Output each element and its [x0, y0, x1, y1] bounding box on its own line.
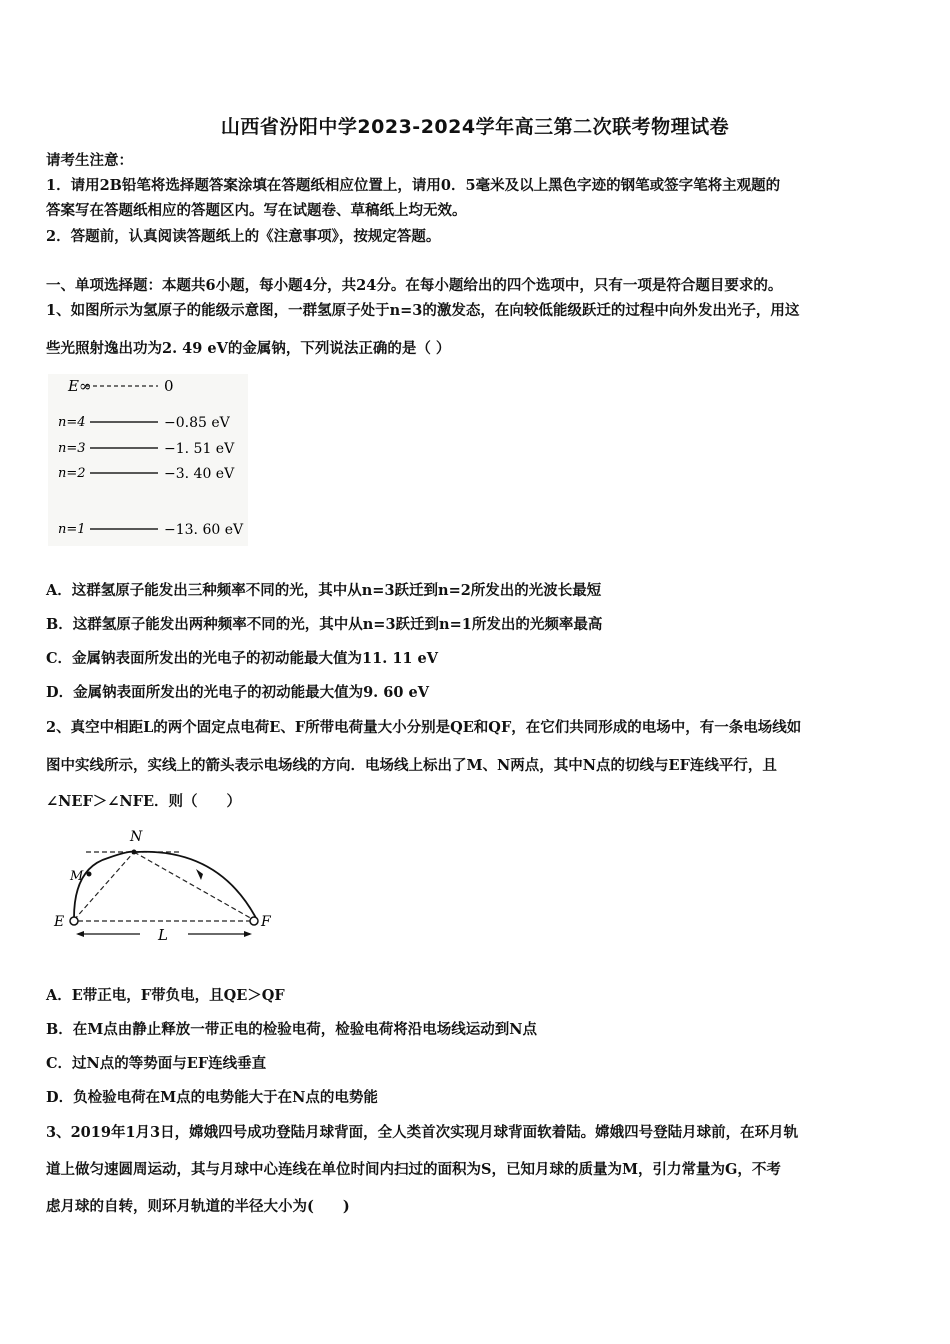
dim-arrow-right [244, 931, 252, 937]
level-n2-label: n=2 [58, 466, 86, 481]
label-l: L [158, 926, 168, 944]
q2-option-b: B．在M点由静止释放一带正电的检验电荷，检验电荷将沿电场线运动到N点 [46, 1021, 538, 1038]
level-n4-label: n=4 [58, 415, 86, 430]
notice-item-1a: 1．请用2B铅笔将选择题答案涂填在答题纸相应位置上，请用0．5毫米及以上黑色字迹的钢笔或签字笔将主观题的 [46, 177, 781, 194]
q2-option-a: A．E带正电，F带负电，且QE＞QF [46, 987, 285, 1004]
notice-item-2: 2．答题前，认真阅读答题纸上的《注意事项》，按规定答题。 [46, 228, 441, 245]
q1-option-b: B．这群氢原子能发出两种频率不同的光，其中从n=3跃迁到n=1所发出的光频率最高 [46, 616, 603, 633]
charge-e [70, 917, 78, 925]
page-title: 山西省汾阳中学2023-2024学年高三第二次联考物理试卷 [220, 116, 730, 138]
charge-f [250, 917, 258, 925]
label-m: M [70, 869, 84, 884]
q1-option-a: A．这群氢原子能发出三种频率不同的光，其中从n=3跃迁到n=2所发出的光波长最短 [46, 582, 602, 599]
level-top-value: 0 [164, 377, 174, 395]
line-ne [74, 852, 134, 920]
q3-stem-c: 虑月球的自转，则环月轨道的半径大小为( ) [46, 1198, 350, 1215]
electric-field-diagram [48, 828, 288, 950]
q2-stem-c: ∠NEF＞∠NFE．则（ ） [46, 793, 241, 810]
notice-heading: 请考生注意： [46, 152, 133, 169]
field-line [74, 852, 256, 918]
section-heading: 一、单项选择题：本题共6小题，每小题4分，共24分。在每小题给出的四个选项中，只有一项是符合题目要求的。 [46, 277, 783, 294]
point-n [132, 850, 137, 855]
level-n1-label: n=1 [58, 522, 86, 537]
line-nf [134, 852, 254, 920]
point-m [87, 872, 92, 877]
q1-stem-a: 1、如图所示为氢原子的能级示意图，一群氢原子处于n=3的激发态，在向较低能级跃迁的过程中向外发出光子，用这 [46, 302, 800, 319]
level-n3-energy: −1. 51 eV [164, 441, 235, 457]
q1-option-d: D．金属钠表面所发出的光电子的初动能最大值为9. 60 eV [46, 684, 429, 701]
level-n4-energy: −0.85 eV [164, 415, 230, 431]
q2-option-d: D．负检验电荷在M点的电势能大于在N点的电势能 [46, 1089, 378, 1106]
notice-item-1b: 答案写在答题纸相应的答题区内。写在试题卷、草稿纸上均无效。 [46, 202, 467, 219]
q2-stem-b: 图中实线所示，实线上的箭头表示电场线的方向．电场线上标出了M、N两点，其中N点的切线与EF连线平行，且 [46, 757, 777, 774]
q2-stem-a: 2、真空中相距L的两个固定点电荷E、F所带电荷量大小分别是QE和QF，在它们共同形成的电场中，有一条电场线如 [46, 719, 802, 736]
energy-level-diagram [48, 374, 248, 546]
dim-arrow-left [76, 931, 84, 937]
q1-option-c: C．金属钠表面所发出的光电子的初动能最大值为11. 11 eV [46, 650, 439, 667]
q1-stem-b: 些光照射逸出功为2. 49 eV的金属钠，下列说法正确的是（ ） [46, 340, 451, 357]
level-top-label: E∞ [68, 377, 92, 395]
label-f: F [261, 914, 271, 930]
label-e: E [54, 914, 65, 930]
field-arrow [196, 869, 203, 880]
level-n3-label: n=3 [58, 441, 86, 456]
level-n1-energy: −13. 60 eV [164, 522, 244, 538]
q3-stem-a: 3、2019年1月3日，嫦娥四号成功登陆月球背面，全人类首次实现月球背面软着陆。嫦娥四号登陆月球前，在环月轨 [46, 1124, 799, 1141]
label-n: N [130, 829, 143, 845]
q3-stem-b: 道上做匀速圆周运动，其与月球中心连线在单位时间内扫过的面积为S，已知月球的质量为M，引力常量为G，不考 [46, 1161, 781, 1178]
q2-option-c: C．过N点的等势面与EF连线垂直 [46, 1055, 267, 1072]
level-n2-energy: −3. 40 eV [164, 466, 235, 482]
